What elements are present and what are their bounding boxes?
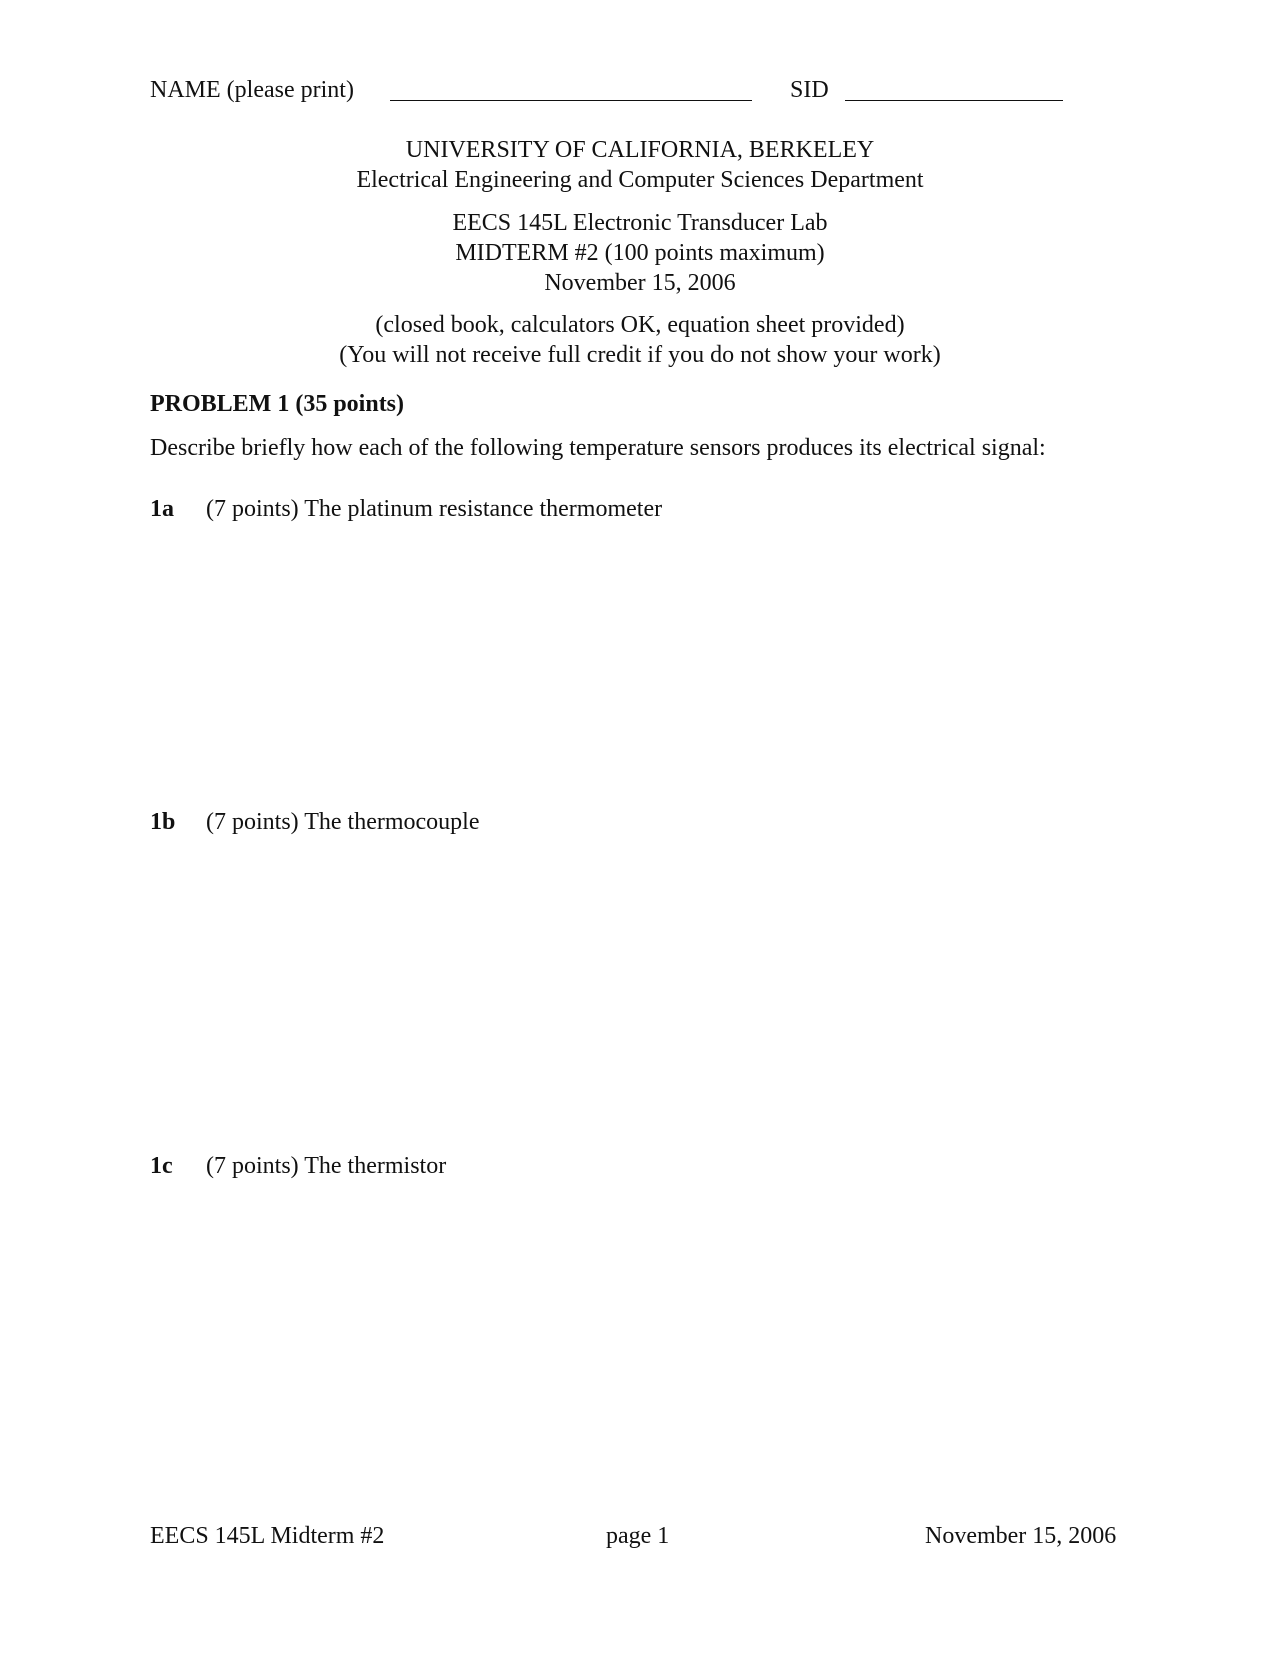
sid-write-line[interactable] <box>845 100 1063 101</box>
question-number: 1a <box>150 496 174 522</box>
exam-rules: (closed book, calculators OK, equation sheet provided) <box>375 312 905 338</box>
exam-date: November 15, 2006 <box>544 270 736 296</box>
name-label: NAME (please print) <box>150 77 354 103</box>
question-text: (7 points) The thermistor <box>206 1153 447 1179</box>
problem-description: Describe briefly how each of the following temperature sensors produces its electrical signal: <box>150 435 1046 461</box>
question-number: 1c <box>150 1153 173 1179</box>
institution-header <box>0 135 1280 195</box>
footer-course: EECS 145L Midterm #2 <box>150 1523 385 1549</box>
problem-title: PROBLEM 1 (35 points) <box>150 391 405 417</box>
question-1b <box>150 808 480 836</box>
question-number: 1b <box>150 809 176 835</box>
exam-note: (You will not receive full credit if you do not show your work) <box>339 342 941 368</box>
footer-date: November 15, 2006 <box>925 1523 1117 1549</box>
exam-header <box>0 208 1280 298</box>
question-1c <box>150 1152 446 1180</box>
sid-label: SID <box>790 77 829 103</box>
exam-instructions <box>0 310 1280 370</box>
question-text: (7 points) The thermocouple <box>206 809 480 835</box>
question-text: (7 points) The platinum resistance thermometer <box>206 496 663 522</box>
department-name: Electrical Engineering and Computer Sciences Department <box>356 167 924 193</box>
name-write-line[interactable] <box>390 100 752 101</box>
answer-space-1c[interactable] <box>150 1190 1130 1490</box>
question-1a <box>150 495 662 523</box>
course-title: EECS 145L Electronic Transducer Lab <box>452 210 828 236</box>
exam-title: MIDTERM #2 (100 points maximum) <box>455 240 825 266</box>
answer-space-1b[interactable] <box>150 845 1130 1135</box>
footer-page-number: page 1 <box>606 1523 670 1549</box>
answer-space-1a[interactable] <box>150 530 1130 790</box>
university-name: UNIVERSITY OF CALIFORNIA, BERKELEY <box>405 137 875 163</box>
